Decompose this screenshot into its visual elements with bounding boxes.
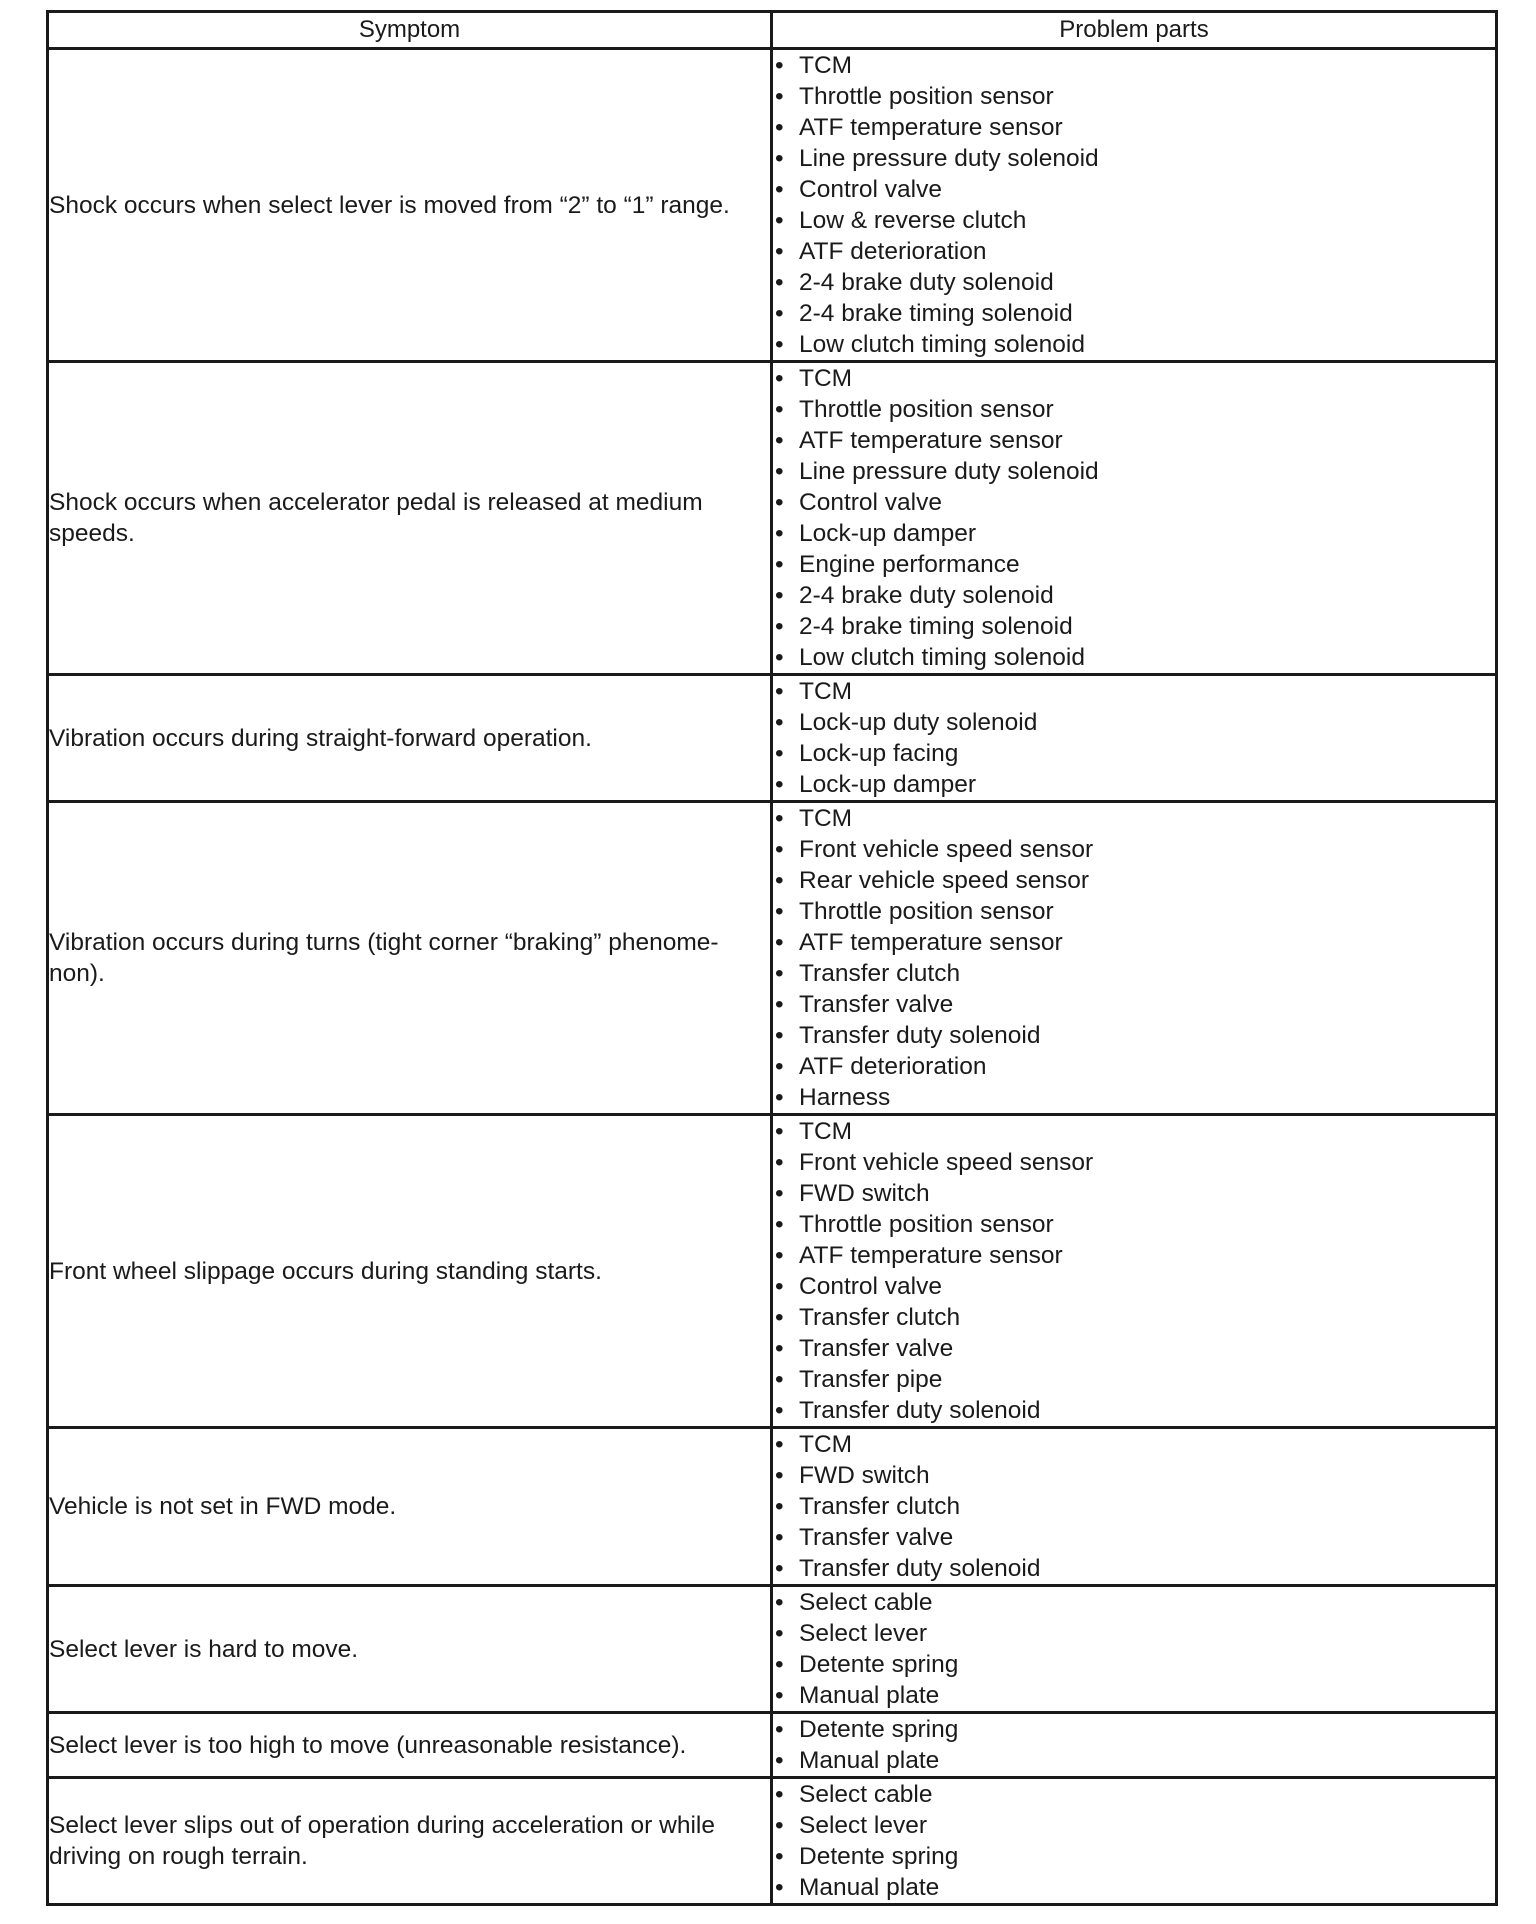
list-item: • Line pressure duty solenoid: [773, 456, 1495, 487]
list-item: • Front vehicle speed sensor: [773, 834, 1495, 865]
symptom-cell: Select lever is too high to move (unreasonable resistance).: [48, 1713, 772, 1778]
list-item: • Manual plate: [773, 1872, 1495, 1903]
header-row: [48, 12, 1497, 49]
parts-list: [773, 363, 1495, 673]
list-item: • ATF deterioration: [773, 236, 1495, 267]
list-item: • TCM: [773, 1116, 1495, 1147]
list-item: • ATF deterioration: [773, 1051, 1495, 1082]
list-item: • Throttle position sensor: [773, 394, 1495, 425]
table-row: [48, 675, 1497, 802]
symptom-cell: Front wheel slippage occurs during standing starts.: [48, 1115, 772, 1428]
list-item: • Select lever: [773, 1618, 1495, 1649]
list-item: • Select cable: [773, 1779, 1495, 1810]
list-item: • Front vehicle speed sensor: [773, 1147, 1495, 1178]
list-item: • TCM: [773, 1429, 1495, 1460]
problem-parts-column-header: Problem parts: [772, 12, 1497, 49]
list-item: • Transfer clutch: [773, 958, 1495, 989]
list-item: • Control valve: [773, 174, 1495, 205]
parts-list: [773, 1429, 1495, 1584]
list-item: • Transfer valve: [773, 1333, 1495, 1364]
list-item: • Detente spring: [773, 1649, 1495, 1680]
list-item: • Harness: [773, 1082, 1495, 1113]
table-row: [48, 1713, 1497, 1778]
parts-list: [773, 803, 1495, 1113]
parts-cell: [772, 1428, 1497, 1586]
parts-cell: [772, 362, 1497, 675]
parts-list: [773, 1714, 1495, 1776]
list-item: • Lock-up damper: [773, 518, 1495, 549]
list-item: • Transfer duty solenoid: [773, 1020, 1495, 1051]
list-item: • Transfer duty solenoid: [773, 1553, 1495, 1584]
parts-cell: [772, 802, 1497, 1115]
list-item: • Line pressure duty solenoid: [773, 143, 1495, 174]
list-item: • Detente spring: [773, 1714, 1495, 1745]
parts-cell: [772, 1586, 1497, 1713]
symptom-cell: Select lever is hard to move.: [48, 1586, 772, 1713]
symptom-cell: Select lever slips out of operation during acceleration or while driving on rough terrain.: [48, 1778, 772, 1905]
table-row: [48, 49, 1497, 362]
parts-cell: [772, 49, 1497, 362]
list-item: • FWD switch: [773, 1460, 1495, 1491]
list-item: • Lock-up facing: [773, 738, 1495, 769]
list-item: • Throttle position sensor: [773, 896, 1495, 927]
table-row: [48, 802, 1497, 1115]
table-row: [48, 362, 1497, 675]
list-item: • ATF temperature sensor: [773, 112, 1495, 143]
table-row: [48, 1778, 1497, 1905]
symptom-cell: Vibration occurs during straight-forward operation.: [48, 675, 772, 802]
parts-list: [773, 50, 1495, 360]
symptom-cell: Vibration occurs during turns (tight corner “braking” phenome-non).: [48, 802, 772, 1115]
symptom-cell: Shock occurs when accelerator pedal is released at medium speeds.: [48, 362, 772, 675]
list-item: • Manual plate: [773, 1745, 1495, 1776]
list-item: • Transfer duty solenoid: [773, 1395, 1495, 1426]
list-item: • 2-4 brake timing solenoid: [773, 611, 1495, 642]
symptom-cell: Vehicle is not set in FWD mode.: [48, 1428, 772, 1586]
symptom-cell: Shock occurs when select lever is moved from “2” to “1” range.: [48, 49, 772, 362]
list-item: • Lock-up duty solenoid: [773, 707, 1495, 738]
list-item: • Detente spring: [773, 1841, 1495, 1872]
list-item: • 2-4 brake duty solenoid: [773, 580, 1495, 611]
parts-cell: [772, 1115, 1497, 1428]
list-item: • ATF temperature sensor: [773, 1240, 1495, 1271]
list-item: • Low clutch timing solenoid: [773, 642, 1495, 673]
list-item: • Low & reverse clutch: [773, 205, 1495, 236]
list-item: • Transfer valve: [773, 1522, 1495, 1553]
symptom-column-header: Symptom: [48, 12, 772, 49]
list-item: • Lock-up damper: [773, 769, 1495, 800]
list-item: • Transfer clutch: [773, 1491, 1495, 1522]
table-row: [48, 1115, 1497, 1428]
list-item: • Rear vehicle speed sensor: [773, 865, 1495, 896]
list-item: • Control valve: [773, 487, 1495, 518]
list-item: • Transfer valve: [773, 989, 1495, 1020]
list-item: • Control valve: [773, 1271, 1495, 1302]
list-item: • 2-4 brake duty solenoid: [773, 267, 1495, 298]
list-item: • Transfer pipe: [773, 1364, 1495, 1395]
list-item: • TCM: [773, 676, 1495, 707]
parts-list: [773, 1587, 1495, 1711]
parts-cell: [772, 1778, 1497, 1905]
list-item: • Low clutch timing solenoid: [773, 329, 1495, 360]
parts-cell: [772, 675, 1497, 802]
table-row: [48, 1586, 1497, 1713]
list-item: • Select cable: [773, 1587, 1495, 1618]
parts-list: [773, 1779, 1495, 1903]
list-item: • 2-4 brake timing solenoid: [773, 298, 1495, 329]
list-item: • Select lever: [773, 1810, 1495, 1841]
list-item: • ATF temperature sensor: [773, 425, 1495, 456]
list-item: • Throttle position sensor: [773, 1209, 1495, 1240]
symptom-parts-table: [46, 10, 1498, 1906]
list-item: • Manual plate: [773, 1680, 1495, 1711]
list-item: • TCM: [773, 803, 1495, 834]
list-item: • Engine performance: [773, 549, 1495, 580]
list-item: • Throttle position sensor: [773, 81, 1495, 112]
list-item: • Transfer clutch: [773, 1302, 1495, 1333]
list-item: • TCM: [773, 50, 1495, 81]
parts-list: [773, 1116, 1495, 1426]
parts-list: [773, 676, 1495, 800]
parts-cell: [772, 1713, 1497, 1778]
list-item: • FWD switch: [773, 1178, 1495, 1209]
list-item: • TCM: [773, 363, 1495, 394]
table-row: [48, 1428, 1497, 1586]
list-item: • ATF temperature sensor: [773, 927, 1495, 958]
